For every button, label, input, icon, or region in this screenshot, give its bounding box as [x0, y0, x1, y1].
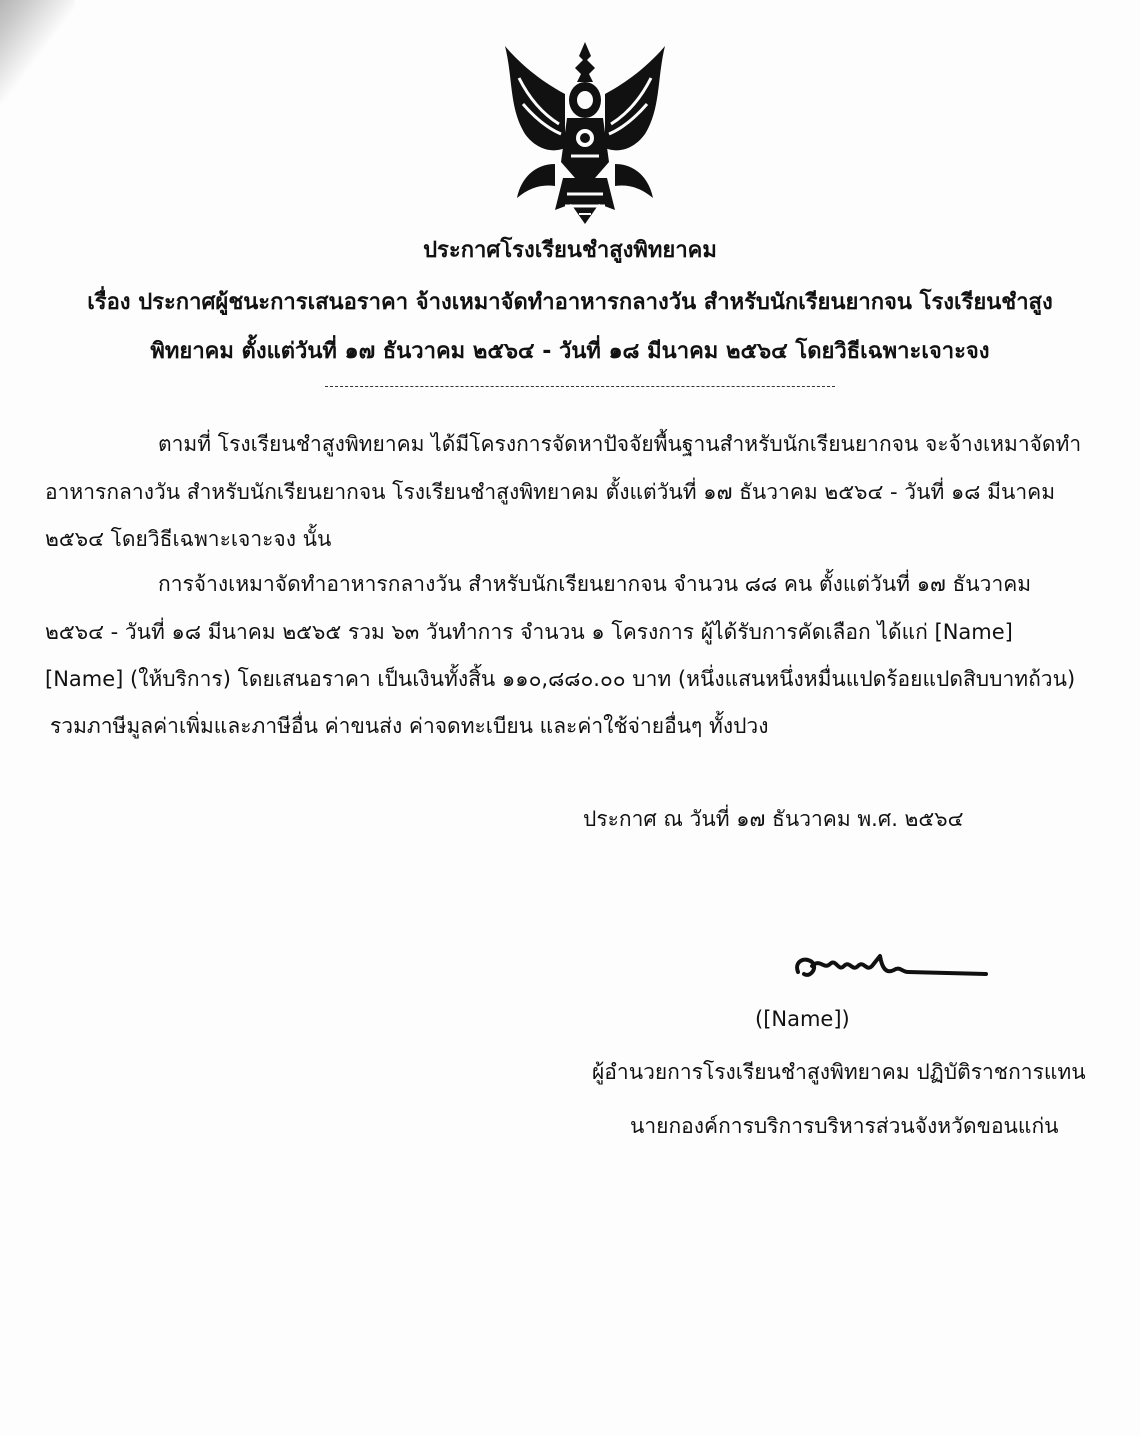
handwritten-signature: [790, 948, 990, 988]
paragraph-1-line-2: อาหารกลางวัน สำหรับนักเรียนยากจน โรงเรียนชำสูงพิทยาคม ตั้งแต่วันที่ ๑๗ ธันวาคม ๒๕๖๔ - วันที่ ๑๘ มีนาคม: [45, 480, 1056, 504]
header-divider: [325, 386, 835, 387]
paragraph-1-line-3: ๒๕๖๔ โดยวิธีเฉพาะเจาะจง นั้น: [45, 527, 332, 551]
paragraph-1-line-1: ตามที่ โรงเรียนชำสูงพิทยาคม ได้มีโครงการจัดหาปัจจัยพื้นฐานสำหรับนักเรียนยากจน จะจ้างเหมาจัดทำ: [158, 432, 1082, 456]
paragraph-2-line-2: ๒๕๖๔ - วันที่ ๑๘ มีนาคม ๒๕๖๕ รวม ๖๓ วันทำการ จำนวน ๑ โครงการ ผู้ได้รับการคัดเลือก ได้แก่ [Name]: [45, 620, 1013, 644]
page-corner-shadow: [0, 0, 90, 127]
announcement-subject-line-2: พิทยาคม ตั้งแต่วันที่ ๑๗ ธันวาคม ๒๕๖๔ - วันที่ ๑๘ มีนาคม ๒๕๖๔ โดยวิธีเฉพาะเจาะจง: [150, 339, 990, 364]
paragraph-2-line-4: รวมภาษีมูลค่าเพิ่มและภาษีอื่น ค่าขนส่ง ค่าจดทะเบียน และค่าใช้จ่ายอื่นๆ ทั้งปวง: [50, 714, 769, 738]
announcement-date: ประกาศ ณ วันที่ ๑๗ ธันวาคม พ.ศ. ๒๕๖๔: [583, 807, 964, 831]
announcement-subject-line-1: เรื่อง ประกาศผู้ชนะการเสนอราคา จ้างเหมาจัดทำอาหารกลางวัน สำหรับนักเรียนยากจน โรงเรียนชำสูง: [87, 290, 1053, 315]
signer-position-line-2: นายกองค์การบริการบริหารส่วนจังหวัดขอนแก่น: [630, 1114, 1059, 1138]
announcement-title: ประกาศโรงเรียนชำสูงพิทยาคม: [423, 238, 717, 263]
garuda-emblem-icon: [495, 38, 675, 230]
paragraph-2-line-3: [Name] (ให้บริการ) โดยเสนอราคา เป็นเงินทั้งสิ้น ๑๑๐,๘๘๐.๐๐ บาท (หนึ่งแสนหนึ่งหมื่นแปดร้อยแปดสิบบาทถ้วน): [45, 667, 1076, 691]
signer-position-line-1: ผู้อำนวยการโรงเรียนชำสูงพิทยาคม ปฏิบัติราชการแทน: [592, 1060, 1086, 1084]
signer-printed-name: ([Name]): [755, 1007, 850, 1031]
paragraph-2-line-1: การจ้างเหมาจัดทำอาหารกลางวัน สำหรับนักเรียนยากจน จำนวน ๘๘ คน ตั้งแต่วันที่ ๑๗ ธันวาคม: [158, 572, 1032, 596]
